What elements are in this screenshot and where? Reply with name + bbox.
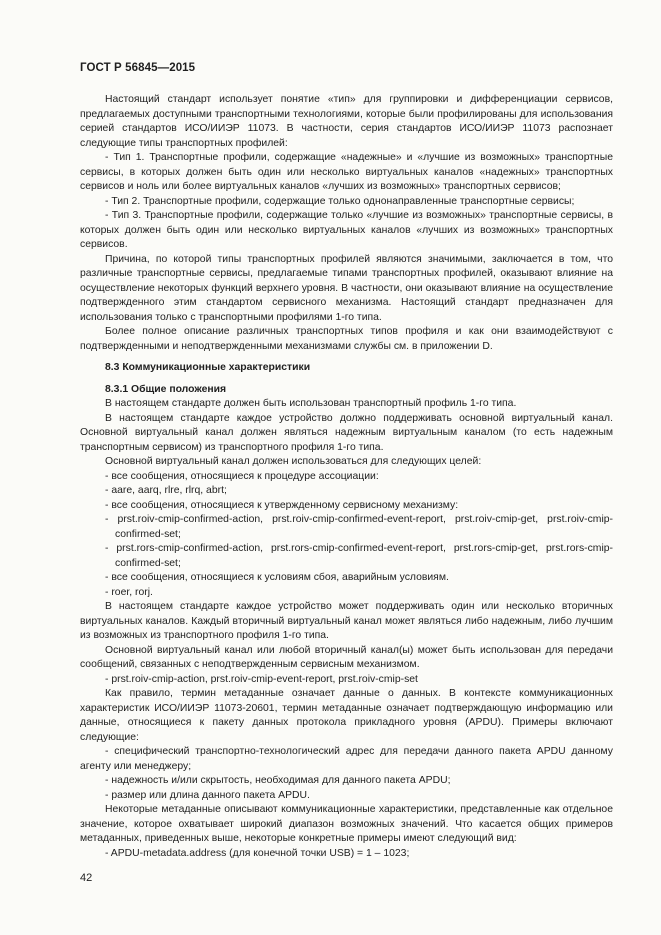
list-item: - специфический транспортно-технологический адрес для передачи данного пакета APDU данному агенту или менеджеру; <box>80 746 613 772</box>
list-item: - prst.roiv-cmip-action, prst.roiv-cmip-event-report, prst.roiv-cmip-set <box>105 673 418 685</box>
paragraph: В настоящем стандарте должен быть использован транспортный профиль 1-го типа. <box>105 398 517 409</box>
list-item: - aare, aarq, rlre, rlrq, abrt; <box>105 485 227 496</box>
paragraph: Основной виртуальный канал или любой вторичный канал(ы) может быть использован для передачи сообщений, связанных с неподтвержденным сервисным механизмом. <box>80 644 613 670</box>
list-item: - все сообщения, относящиеся к условиям сбоя, аварийным условиям. <box>105 572 449 583</box>
paragraph: Настоящий стандарт использует понятие «тип» для группировки и дифференциации сервисов, предлагаемых доступными транспортными технологиями, которые были профилированы для использования серией стандартов ИСО/ИИЭР 11073. В частности, серия стандартов ИСО/ИИЭР 11073 распознает следующие типы транспортных профилей: <box>80 94 613 149</box>
list-item: - APDU-metadata.address (для конечной точки USB) = 1 – 1023; <box>105 847 410 859</box>
paragraph: Причина, по которой типы транспортных профилей являются значимыми, заключается в том, что различные транспортные сервисы, предлагаемые типами транспортных профилей, оказывают влияние на осуществление некоторых функций верхнего уровня. В частности, они оказывают влияние на осуществление подтвержденного этим стандартом сервисного механизма. Настоящий стандарт предназначен для использования только с транспортными профилями 1-го типа. <box>80 253 613 323</box>
section-heading: 8.3.1 Общие положения <box>105 383 227 395</box>
list-item: - надежность и/или скрытость, необходимая для данного пакета APDU; <box>105 775 451 786</box>
spacer <box>80 376 613 383</box>
list-item: - prst.roiv-cmip-confirmed-action, prst.roiv-cmip-confirmed-event-report, prst.roiv-cmip-get, prst.roiv-cmip-confirmed-set; <box>105 514 613 540</box>
list-item: - Тип 3. Транспортные профили, содержащие только «лучшие из возможных» транспортные сервисы, в которых должен быть один или несколько виртуальных каналов «лучших из возможных» транспортных сервисов. <box>80 210 613 250</box>
paragraph: Основной виртуальный канал должен использоваться для следующих целей: <box>105 456 482 467</box>
paragraph: В настоящем стандарте каждое устройство должно поддерживать основной виртуальный канал. Основной виртуальный канал должен являться надежным виртуальным каналом (то есть надежным транспортным сервисом) из транспортного профиля 1-го типа. <box>80 412 613 453</box>
list-item: - roer, rorj. <box>105 586 153 598</box>
list-item: - все сообщения, относящиеся к утвержденному сервисному механизму: <box>105 499 459 511</box>
list-item: - размер или длина данного пакета APDU. <box>105 789 310 801</box>
list-item: - prst.rors-cmip-confirmed-action, prst.rors-cmip-confirmed-event-report, prst.rors-cmip-get, prst.rors-cmip-confirmed-set; <box>105 543 613 569</box>
list-item: - Тип 1. Транспортные профили, содержащие «надежные» и «лучшие из возможных» транспортные сервисы, в которых должен быть один или несколько виртуальных каналов «надежных» транспортных сервисов и ноль или более виртуальных каналов «лучших из возможных» транспортных сервисов; <box>80 152 613 192</box>
paragraph: Более полное описание различных транспортных типов профиля и как они взаимодействуют с подтвержденными и неподтвержденными механизмами службы см. в приложении D. <box>80 326 613 352</box>
paragraph: В настоящем стандарте каждое устройство может поддерживать один или несколько вторичных виртуальных каналов. Каждый вторичный виртуальный канал может являться либо надежным, либо лучшим из возможных из транспортного профиля 1-го типа. <box>80 601 613 641</box>
list-item: - все сообщения, относящиеся к процедуре ассоциации: <box>105 470 379 482</box>
section-heading: 8.3 Коммуникационные характеристики <box>105 362 311 373</box>
paragraph: Некоторые метаданные описывают коммуникационные характеристики, представленные как отдельное значение, которое охватывает широкий диапазон возможных значений. Что касается общих примеров метаданных, приведенных выше, некоторые конкретные примеры имеют следующий вид: <box>80 804 613 844</box>
page-number: 42 <box>80 872 93 884</box>
document-body <box>80 93 613 861</box>
paragraph: Как правило, термин метаданные означает данные о данных. В контексте коммуникационных характеристик ИСО/ИИЭР 11073-20601, термин метаданные означает подтверждающую информацию или данные, относящиеся к пакету данных протокола прикладного уровня (APDU). Примеры включают следующие: <box>80 688 613 743</box>
list-item: - Тип 2. Транспортные профили, содержащие только однонаправленные транспортные сервисы; <box>105 195 575 207</box>
document-header: ГОСТ Р 56845—2015 <box>80 62 196 74</box>
spacer <box>80 354 613 361</box>
